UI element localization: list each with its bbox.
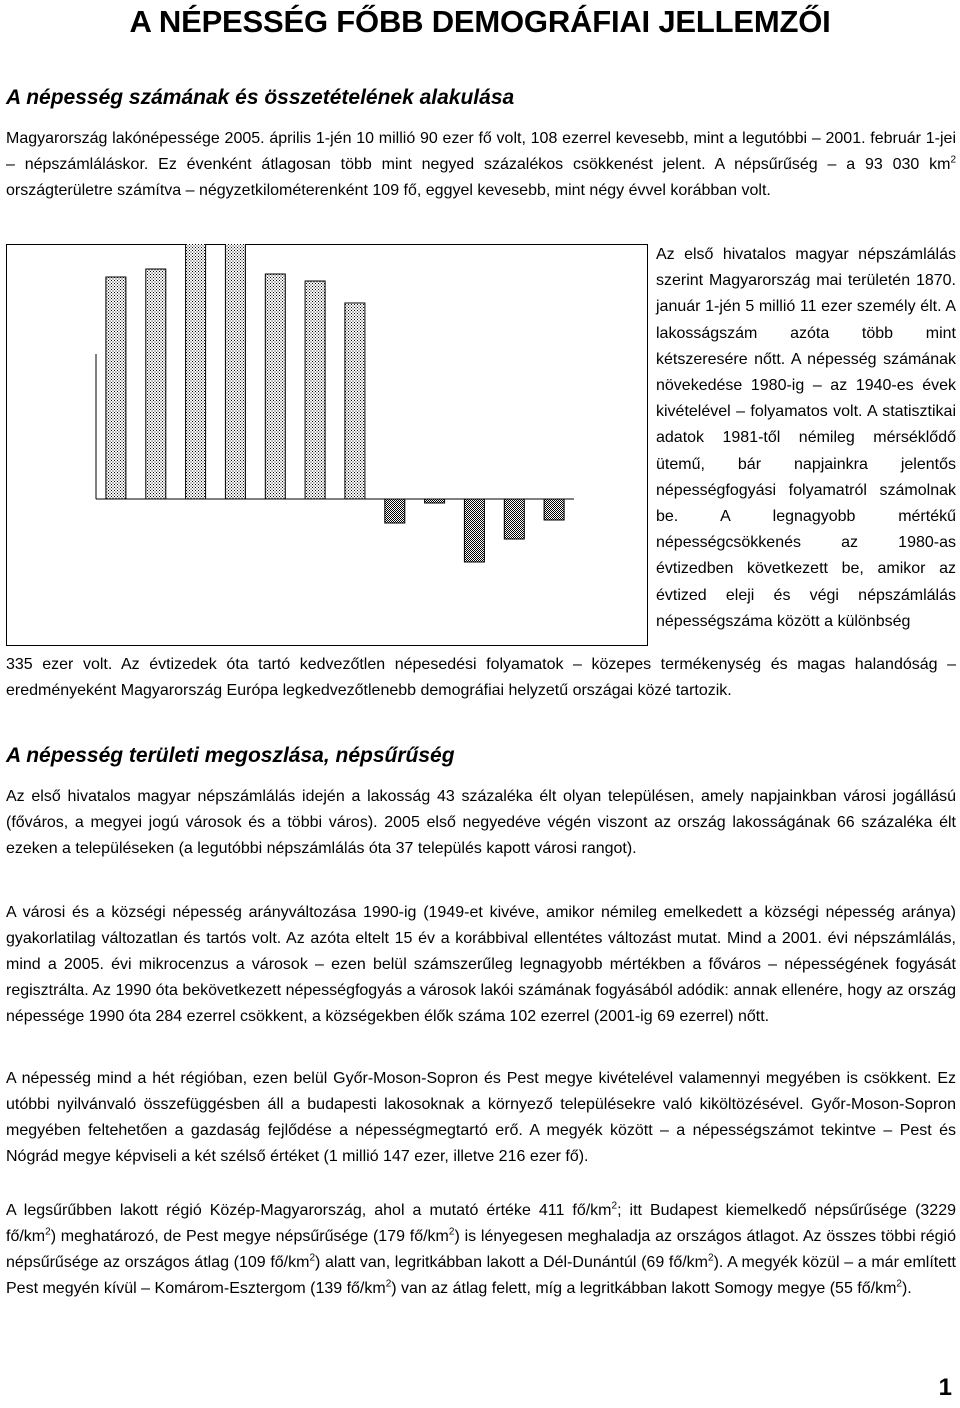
- superscript: 2: [448, 1226, 455, 1238]
- population-change-chart: [6, 244, 648, 646]
- density-text: ).: [901, 1280, 912, 1297]
- chart-bar: [265, 274, 285, 499]
- density-text: ). A megyék közül – a már említett Pest megyén kívül – Komárom-Esztergom (139 fő/km: [6, 1254, 957, 1297]
- section-heading-population: A népesség számának és összetételének alakulása: [6, 86, 515, 109]
- chart-bar: [146, 269, 166, 499]
- intro-text-end: országterületre számítva – négyzetkilométerenként 109 fő, eggyel kevesebb, mint négy évvel korábban volt.: [6, 182, 771, 199]
- chart-bar: [385, 499, 405, 523]
- superscript: 2: [45, 1226, 51, 1238]
- superscript: 2: [309, 1252, 316, 1264]
- chart-bar: [504, 499, 524, 539]
- density-text: ) van az átlag felett, míg a legritkábban lakott Somogy megye (55 fő/km: [391, 1280, 897, 1297]
- chart-bar: [225, 244, 245, 499]
- intro-paragraph: [6, 126, 956, 204]
- superscript: 2: [950, 154, 956, 166]
- chart-svg: [6, 244, 648, 646]
- density-text: ; itt Budapest kiemelkedő népsűrűsége (3229 fő/km: [6, 1202, 957, 1245]
- chart-bar: [464, 499, 484, 562]
- page-number: 1: [938, 1374, 952, 1401]
- chart-bar: [186, 244, 206, 499]
- chart-bar: [345, 303, 365, 499]
- superscript: 2: [896, 1278, 902, 1290]
- superscript: 2: [385, 1278, 392, 1290]
- paragraph-density: [6, 1198, 956, 1302]
- density-text: ) meghatározó, de Pest megye népsűrűsége (179 fő/km: [50, 1228, 449, 1245]
- continuation-paragraph: 335 ezer volt. Az évtizedek óta tartó kedvezőtlen népesedési folyamatok – közepes termékenység és magas halandóság – eredményeként Magyarország Európa legkedvezőtlenebb demográfiai helyzetű országai közé tartozik.: [6, 656, 956, 699]
- chart-bar: [544, 499, 564, 520]
- chart-bar: [305, 281, 325, 499]
- density-text: A legsűrűbben lakott régió Közép-Magyarország, ahol a mutató értéke 411 fő/km: [6, 1202, 612, 1219]
- page-title: A NÉPESSÉG FŐBB DEMOGRÁFIAI JELLEMZŐI: [129, 4, 831, 39]
- intro-text: Magyarország lakónépessége 2005. április 1-jén 10 millió 90 ezer fő volt, 108 ezerrel kevesebb, mint a legutóbbi – 2001. február 1-jei – népszámláláskor. Ez évenként átlagosan több mint negyed százalékos csökkenést jelent. A népsűrűség – a 93 030 km: [6, 130, 956, 173]
- chart-bar: [106, 277, 126, 499]
- chart-frame: [7, 245, 648, 646]
- density-text: ) is lényegesen meghaladja az országos átlagot. Az összes többi régió népsűrűsége az országos átlag (109 fő/km: [6, 1228, 956, 1271]
- superscript: 2: [611, 1200, 618, 1212]
- density-text: ) alatt van, legritkábban lakott a Dél-Dunántúl (69 fő/km: [315, 1254, 708, 1271]
- chart-bar: [425, 499, 445, 503]
- superscript: 2: [708, 1252, 714, 1264]
- paragraph-regions: A népesség mind a hét régióban, ezen belül Győr-Moson-Sopron és Pest megye kivételével valamennyi megyében is csökkent. Ez utóbbi nyilvánvaló összefüggésben áll a budapesti lakosoknak a környező településekre való kiköltözésével. Győr-Moson-Sopron megyében feltehetően a gazdaság fejlődése a népességmegtartó erő. A megyék között – a népességszámot tekintve – Pest és Nógrád megye képviseli a két szélső értéket (1 millió 147 ezer, illetve 216 ezer fő).: [6, 1070, 956, 1165]
- section-heading-territorial: A népesség területi megoszlása, népsűrűség: [6, 744, 455, 767]
- paragraph-urban-rural: A városi és a községi népesség arányváltozása 1990-ig (1949-et kivéve, amikor némileg emelkedett a községi népesség aránya) gyakorlatilag változatlan és tartós volt. Az azóta eltelt 15 év a korábbival ellentétes változást mutat. Mind a 2001. évi népszámlálás, mind a 2005. évi mikrocenzus a városok – ezen belül számszerűleg legnagyobb mértékben a főváros – népességének fogyását regisztrálta. Az 1990 óta bekövetkezett népességfogyás a városok lakói számának fogyásából adódik: annak ellenére, hogy az ország népessége 1990 óta 284 ezerrel csökkent, a községekben élők száma 102 ezerrel (2001-ig 69 ezerrel) nőtt.: [6, 904, 956, 1025]
- side-paragraph: Az első hivatalos magyar népszámlálás szerint Magyarország mai területén 1870. január 1-jén 5 millió 11 ezer személy élt. A lakosságszám azóta több mint kétszeresére nőtt. A népesség számának növekedése 1980-ig – az 1940-es évek kivételével – folyamatos volt. A statisztikai adatok 1981-től némileg mérséklődő ütemű, bár napjainkra jelentős népességfogyási folyamatról számolnak be. A legnagyobb mértékű népességcsökkenés az 1980-as évtizedben következett be, amikor az évtized eleji és végi népszámlálás népességszáma között a különbség: [656, 246, 956, 630]
- paragraph-urban-share: Az első hivatalos magyar népszámlálás idején a lakosság 43 százaléka élt olyan településen, amely napjainkban városi jogállású (főváros, a megyei jogú városok és a többi város). 2005 első negyedéve végén viszont az ország lakosságának 66 százaléka élt ezeken a településeken (a legutóbbi népszámlálás óta 37 település kapott városi rangot).: [6, 788, 956, 857]
